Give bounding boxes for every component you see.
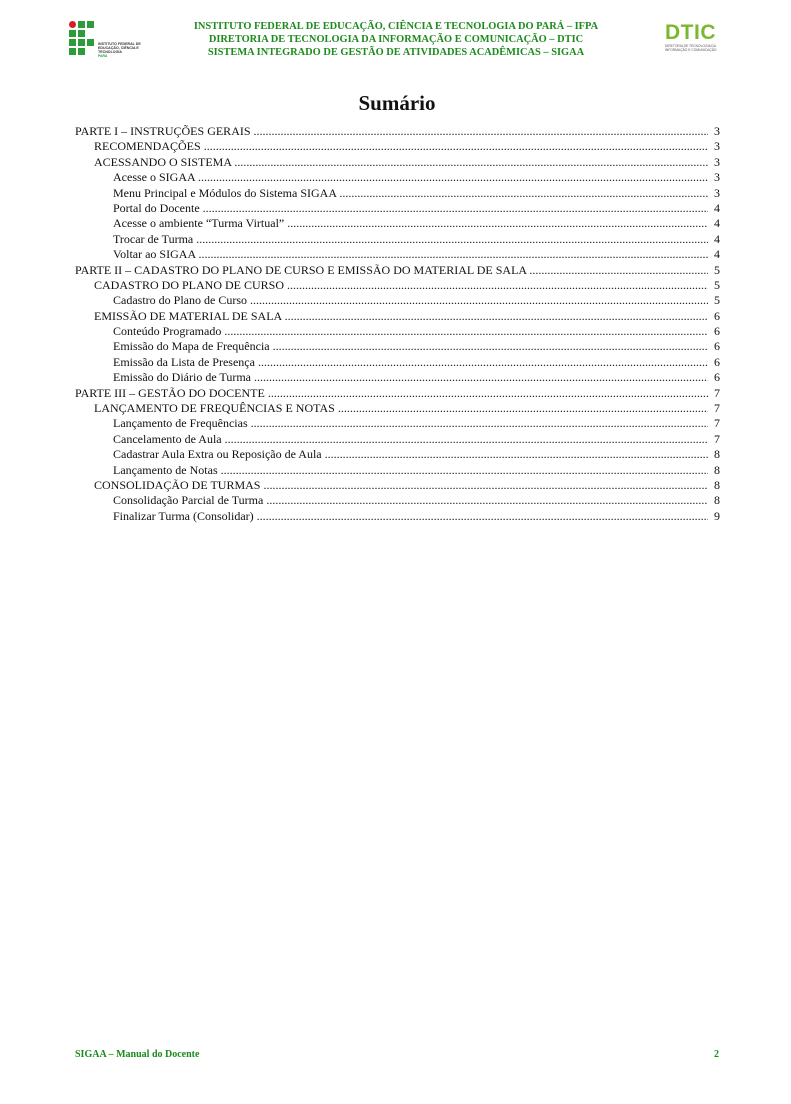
dtic-logo [664, 21, 720, 56]
toc-entry-page: 9 [708, 509, 720, 524]
toc-entry-page: 4 [708, 232, 720, 247]
toc-entry-page: 4 [708, 216, 720, 231]
toc-entry-label: Voltar ao SIGAA ..... [113, 247, 708, 262]
toc-entry-label: Lançamento de Frequências ..... [113, 416, 708, 431]
toc-entry-page: 7 [708, 386, 720, 401]
toc-entry[interactable] [75, 355, 720, 370]
toc-entry-label: Cancelamento de Aula ..... [113, 432, 708, 447]
toc-entry[interactable] [75, 339, 720, 354]
toc-entry-label: Emissão do Diário de Turma ..... [113, 370, 708, 385]
toc-entry-page: 8 [708, 493, 720, 508]
toc-entry-page: 7 [708, 432, 720, 447]
toc-entry-page: 4 [708, 201, 720, 216]
toc-entry[interactable] [75, 463, 720, 478]
toc-entry-page: 6 [708, 324, 720, 339]
ifpa-logo-text: INSTITUTO FEDERAL DE EDUCAÇÃO, CIÊNCIA E TECNOLOGIA [98, 42, 141, 55]
toc-entry[interactable] [75, 309, 720, 324]
toc-entry-page: 3 [708, 124, 720, 139]
toc-title: Sumário [358, 91, 436, 115]
toc-entry[interactable] [75, 201, 720, 216]
toc-entry[interactable] [75, 139, 720, 154]
footer-title: SIGAA – Manual do Docente [75, 1049, 200, 1060]
toc-entry[interactable] [75, 186, 720, 201]
toc-entry-page: 6 [708, 355, 720, 370]
toc-entry[interactable] [75, 216, 720, 231]
toc-entry-page: 3 [708, 170, 720, 185]
toc-entry-label: PARTE II – CADASTRO DO PLANO DE CURSO E EMISSÃO DO MATERIAL DE SALA ..... [75, 263, 708, 278]
toc-entry[interactable] [75, 447, 720, 462]
ifpa-logo-subtext: PARÁ [98, 54, 108, 58]
toc-entry-label: Acesse o ambiente “Turma Virtual” ..... [113, 216, 708, 231]
toc-entry[interactable] [75, 293, 720, 308]
toc-entry-label: Consolidação Parcial de Turma ..... [113, 493, 708, 508]
toc-entry[interactable] [75, 324, 720, 339]
toc-entry-page: 7 [708, 401, 720, 416]
toc-entry-label: Cadastrar Aula Extra ou Reposição de Aula ..... [113, 447, 708, 462]
toc-entry-label: ACESSANDO O SISTEMA ..... [94, 155, 708, 170]
header-line-3: SISTEMA INTEGRADO DE GESTÃO DE ATIVIDADES ACADÊMICAS – SIGAA [207, 47, 585, 58]
toc-entry[interactable] [75, 170, 720, 185]
toc-entry-page: 5 [708, 293, 720, 308]
toc-entry-page: 3 [708, 139, 720, 154]
toc-entry[interactable] [75, 401, 720, 416]
toc-entry-label: CONSOLIDAÇÃO DE TURMAS ..... [94, 478, 708, 493]
toc-entry-label: Conteúdo Programado ..... [113, 324, 708, 339]
toc-entry-label: Cadastro do Plano de Curso ..... [113, 293, 708, 308]
toc-entry-page: 4 [708, 247, 720, 262]
toc-entry-label: EMISSÃO DE MATERIAL DE SALA ..... [94, 309, 708, 324]
toc-entry[interactable] [75, 478, 720, 493]
toc-entry-label: Trocar de Turma ..... [113, 232, 708, 247]
toc-entry-page: 6 [708, 370, 720, 385]
toc-entry-label: Finalizar Turma (Consolidar) ..... [113, 509, 708, 524]
toc-entry[interactable] [75, 432, 720, 447]
toc-entry[interactable] [75, 263, 720, 278]
toc-entry-page: 5 [708, 263, 720, 278]
header-line-2: DIRETORIA DE TECNOLOGIA DA INFORMAÇÃO E COMUNICAÇÃO – DTIC [208, 34, 584, 45]
toc-entry-page: 8 [708, 463, 720, 478]
toc-entry[interactable] [75, 232, 720, 247]
ifpa-logo [69, 21, 161, 59]
toc-entry-label: RECOMENDAÇÕES ..... [94, 139, 708, 154]
toc-entry-label: Emissão do Mapa de Frequência ..... [113, 339, 708, 354]
toc-entry-page: 7 [708, 416, 720, 431]
toc-entry-label: PARTE I – INSTRUÇÕES GERAIS ..... [75, 124, 708, 139]
toc-entry-label: LANÇAMENTO DE FREQUÊNCIAS E NOTAS ..... [94, 401, 708, 416]
toc-entry-label: Portal do Docente ..... [113, 201, 708, 216]
toc-entry-page: 6 [708, 309, 720, 324]
toc-entry[interactable] [75, 416, 720, 431]
table-of-contents [75, 124, 720, 524]
toc-entry[interactable] [75, 509, 720, 524]
toc-entry-label: Menu Principal e Módulos do Sistema SIGAA ..... [113, 186, 708, 201]
footer-page-number: 2 [714, 1049, 719, 1060]
dtic-logo-text: DIRETORIA DE TECNOLOGIA DA INFORMAÇÃO E COMUNICAÇÃO [665, 44, 717, 52]
toc-entry[interactable] [75, 278, 720, 293]
toc-entry[interactable] [75, 370, 720, 385]
toc-entry-page: 8 [708, 447, 720, 462]
header-line-1: INSTITUTO FEDERAL DE EDUCAÇÃO, CIÊNCIA E TECNOLOGIA DO PARÁ – IFPA [193, 21, 599, 32]
toc-entry[interactable] [75, 155, 720, 170]
toc-entry[interactable] [75, 124, 720, 139]
toc-entry-page: 3 [708, 186, 720, 201]
toc-entry-page: 6 [708, 339, 720, 354]
document-header [170, 20, 622, 59]
dtic-logo-word: DTIC [665, 21, 716, 44]
toc-entry-page: 3 [708, 155, 720, 170]
toc-entry-label: Lançamento de Notas ..... [113, 463, 708, 478]
ifpa-logo-red-dot [69, 21, 76, 28]
toc-entry[interactable] [75, 386, 720, 401]
toc-entry[interactable] [75, 247, 720, 262]
toc-entry-label: CADASTRO DO PLANO DE CURSO ..... [94, 278, 708, 293]
toc-entry-label: PARTE III – GESTÃO DO DOCENTE ..... [75, 386, 708, 401]
toc-entry-label: Acesse o SIGAA ..... [113, 170, 708, 185]
toc-entry-label: Emissão da Lista de Presença ..... [113, 355, 708, 370]
toc-entry[interactable] [75, 493, 720, 508]
toc-entry-page: 5 [708, 278, 720, 293]
toc-entry-page: 8 [708, 478, 720, 493]
